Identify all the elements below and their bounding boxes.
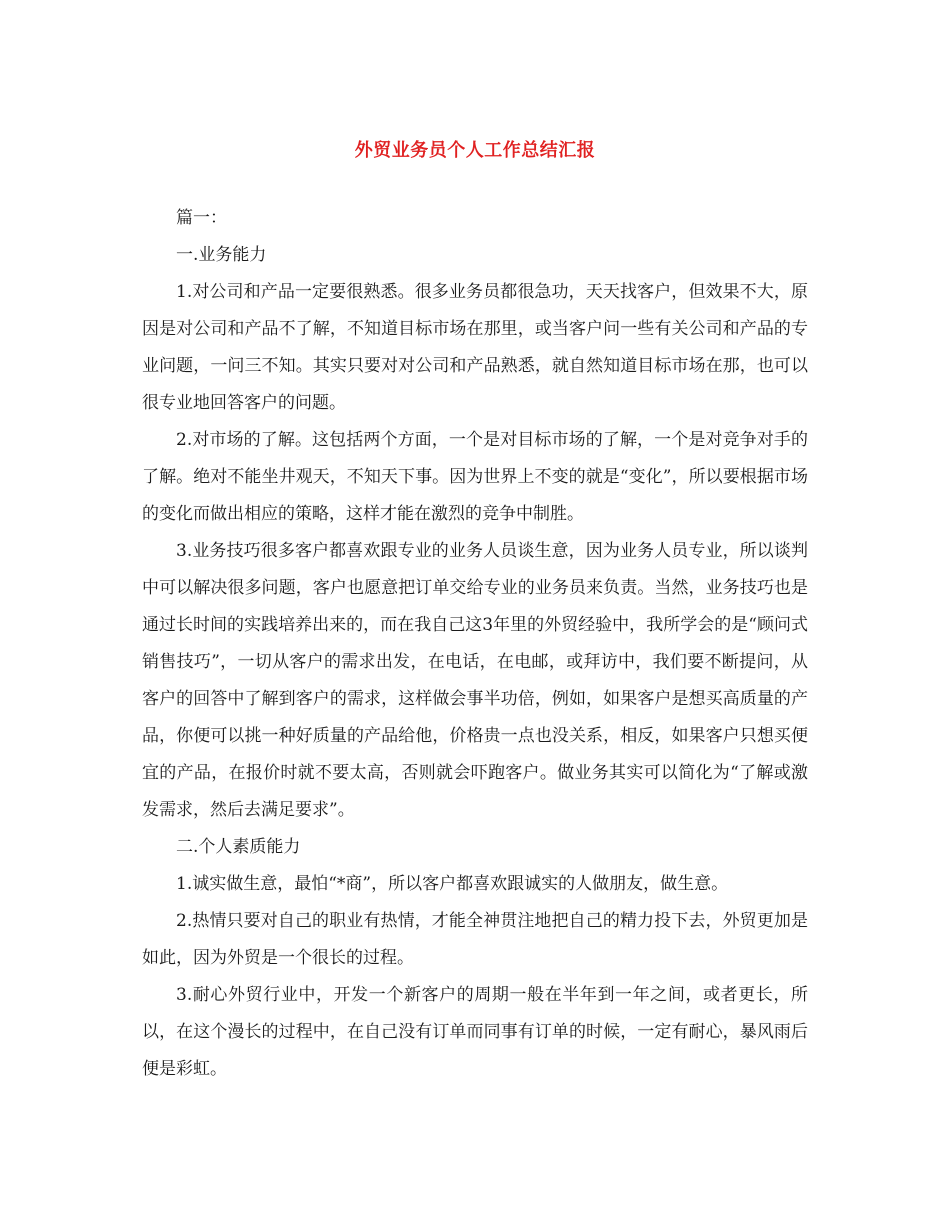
section-label-part-one: 篇一： xyxy=(176,208,227,228)
paragraph-market-understanding: 2.对市场的了解。这包括两个方面，一个是对目标市场的了解，一个是对竞争对手的了解。绝对不能坐井观天，不知天下事。因为世界上不变的就是“变化”，所以要根据市场的变化而做出相应的策略，这样才能在激烈的竞争中制胜。 xyxy=(142,430,808,524)
document-title: 外贸业务员个人工作总结汇报 xyxy=(354,140,596,161)
paragraph-business-skills: 3.业务技巧很多客户都喜欢跟专业的业务人员谈生意，因为业务人员专业，所以谈判中可以解决很多问题，客户也愿意把订单交给专业的业务员来负责。当然，业务技巧也是通过长时间的实践培养出来的，而在我自己这3年里的外贸经验中，我所学会的是“顾问式销售技巧”，一切从客户的需求出发，在电话，在电邮，或拜访中，我们要不断提问，从客户的回答中了解到客户的需求，这样做会事半功倍，例如，如果客户是想买高质量的产品，你便可以挑一种好质量的产品给他，价格贵一点也没关系，相反，如果客户只想买便宜的产品，在报价时就不要太高，否则就会吓跑客户。做业务其实可以简化为“了解或激发需求，然后去满足要求”。 xyxy=(142,541,808,820)
heading-business-ability: 一.业务能力 xyxy=(176,245,267,265)
paragraph-patience: 3.耐心外贸行业中，开发一个新客户的周期一般在半年到一年之间，或者更长，所以，在这个漫长的过程中，在自己没有订单而同事有订单的时候，一定有耐心，暴风雨后便是彩虹。 xyxy=(142,985,808,1079)
paragraph-enthusiasm: 2.热情只要对自己的职业有热情，才能全神贯注地把自己的精力投下去，外贸更加是如此，因为外贸是一个很长的过程。 xyxy=(142,911,808,968)
paragraph-honesty: 1.诚实做生意，最怕“*商”，所以客户都喜欢跟诚实的人做朋友，做生意。 xyxy=(176,874,729,894)
heading-personal-quality: 二.个人素质能力 xyxy=(176,837,301,857)
paragraph-company-product: 1.对公司和产品一定要很熟悉。很多业务员都很急功，天天找客户，但效果不大，原因是对公司和产品不了解，不知道目标市场在那里，或当客户问一些有关公司和产品的专业问题，一问三不知。其实只要对对公司和产品熟悉，就自然知道目标市场在那，也可以很专业地回答客户的问题。 xyxy=(142,282,808,413)
document-body xyxy=(142,200,808,1088)
